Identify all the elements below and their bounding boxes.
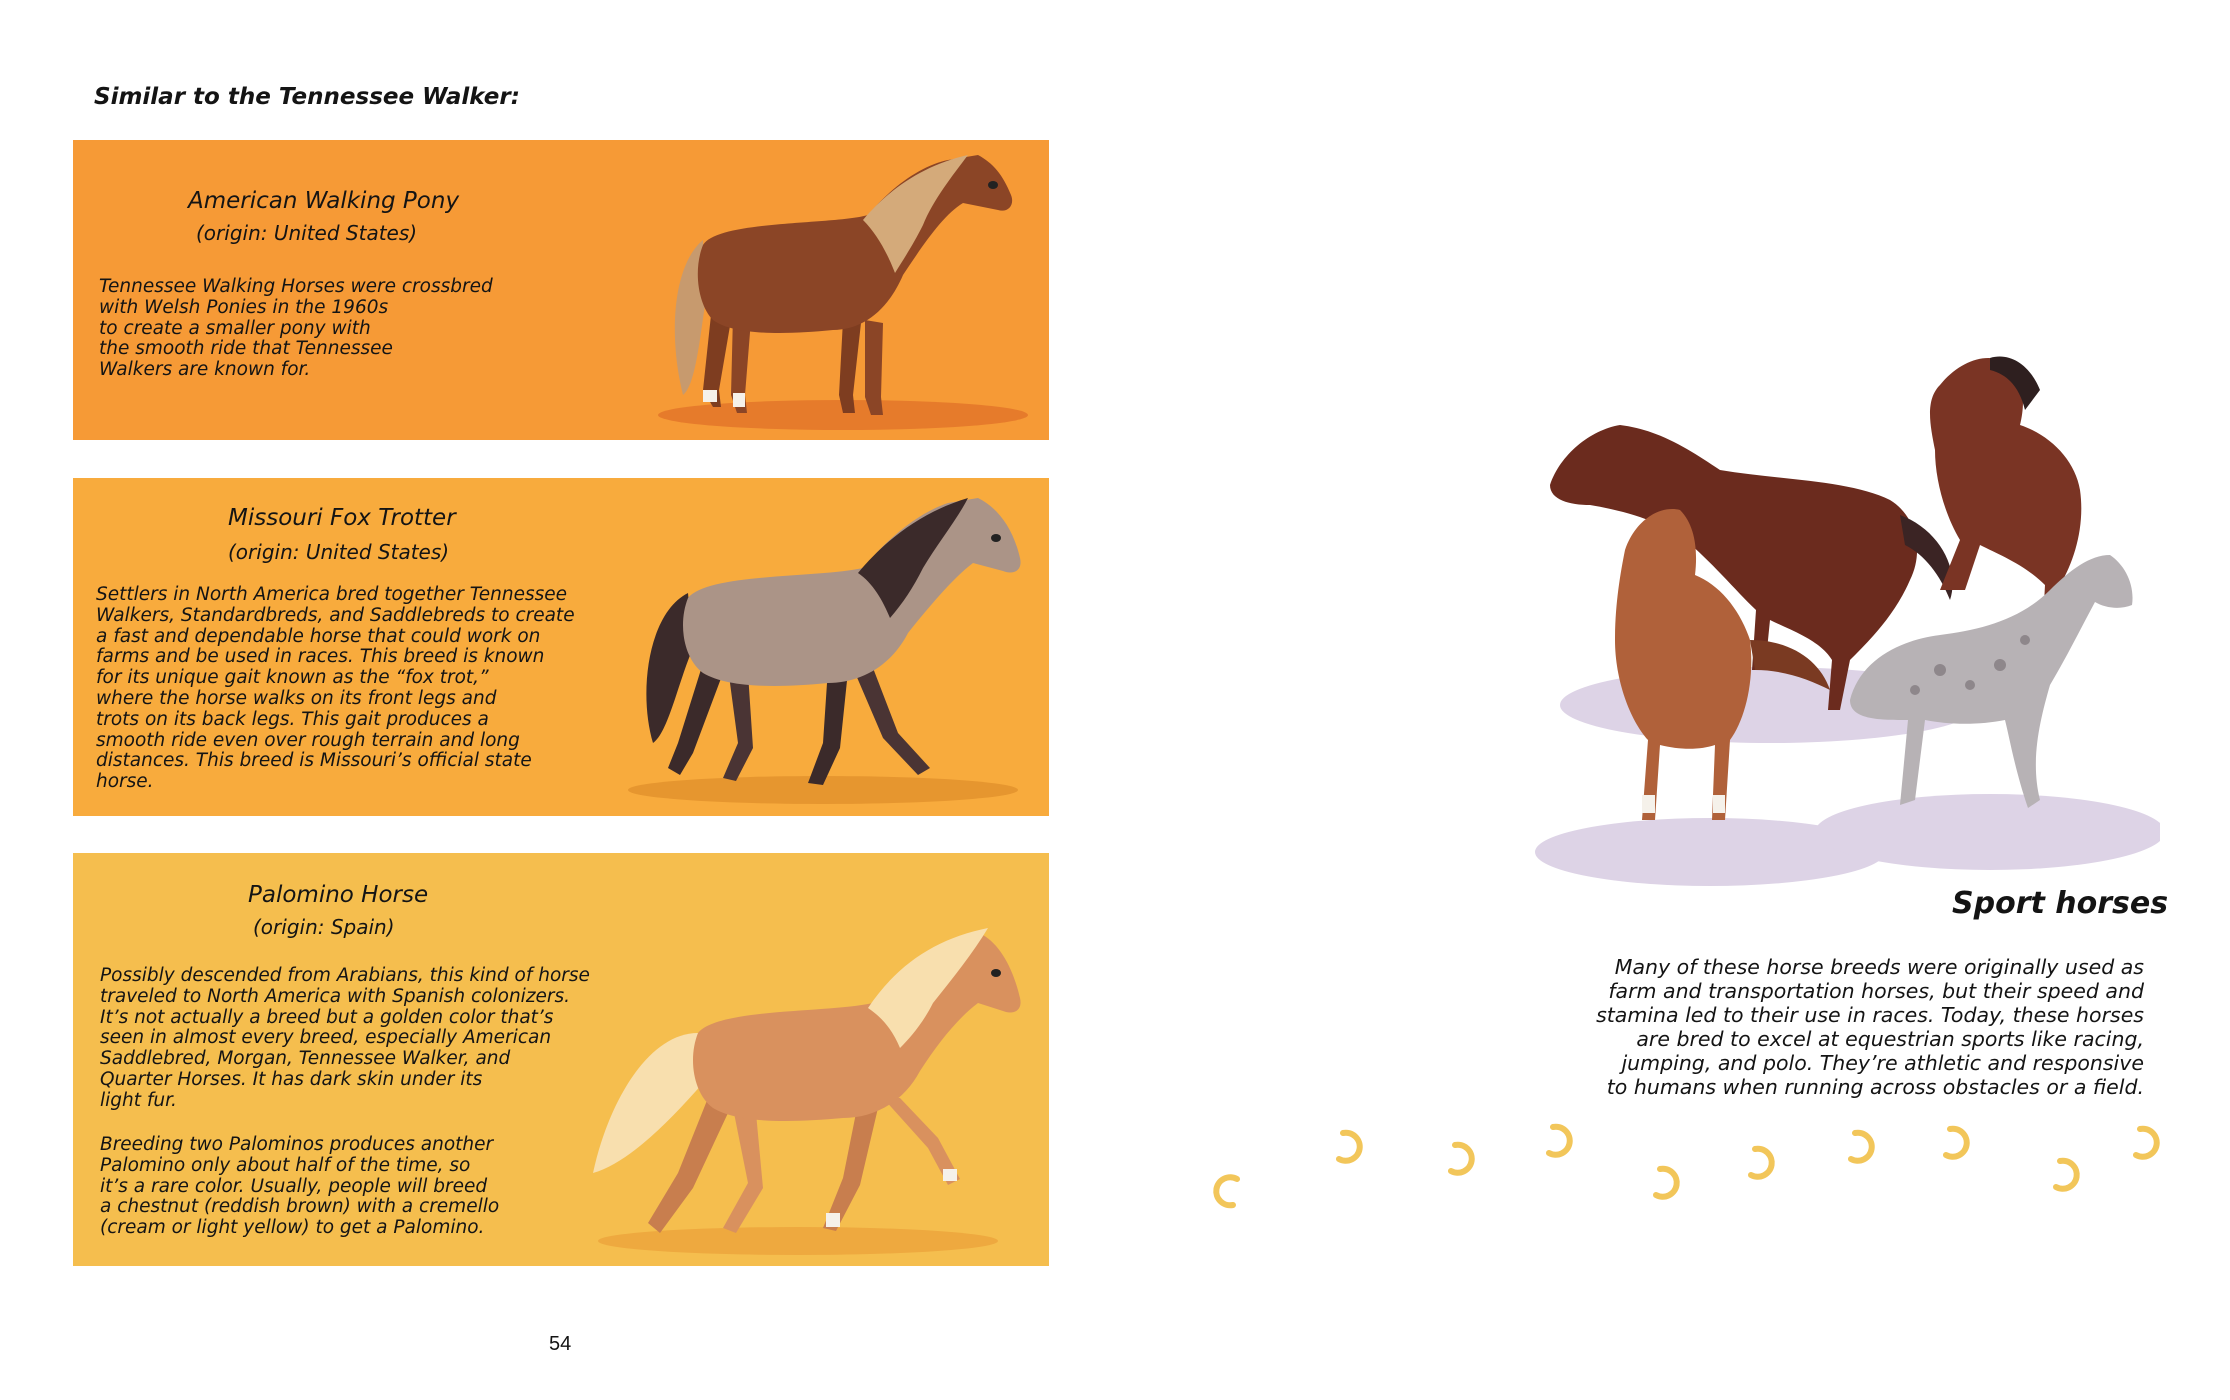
horseshoe-trail: [1205, 1105, 2165, 1215]
horseshoe-icon: [2056, 1161, 2077, 1189]
breed-origin: (origin: Spain): [253, 915, 395, 939]
breed-panel-missouri-fox-trotter: [73, 478, 1049, 816]
horseshoe-icon: [1216, 1177, 1237, 1205]
breed-origin: (origin: United States): [228, 540, 450, 564]
section-heading: Similar to the Tennessee Walker:: [94, 84, 520, 110]
breed-description-extra: Breeding two Palominos produces another Palomino only about half of the time, so it’s a rare color. Usually, people will breed a chestnut (reddish brown) with a cremello (cream or light yellow) to get a Palomino.: [100, 1134, 500, 1239]
breed-panel-palomino-horse: [73, 853, 1049, 1266]
horseshoe-icon: [1851, 1133, 1872, 1161]
horseshoe-icon: [1549, 1127, 1570, 1155]
breed-description: Tennessee Walking Horses were crossbred with Welsh Ponies in the 1960s to create a smaller pony with the smooth ride that Tennessee Walkers are known for.: [99, 276, 493, 381]
breed-description: Possibly descended from Arabians, this kind of horse traveled to North America with Spanish colonizers. It’s not actually a breed but a golden color that’s seen in almost every breed, especially American Saddlebred, Morgan, Tennessee Walker, and Quarter Horses. It has dark skin under its light fur.: [100, 965, 590, 1111]
page-number: 54: [549, 1333, 572, 1355]
breed-title: Palomino Horse: [248, 882, 429, 908]
breed-origin: (origin: United States): [196, 221, 418, 245]
american-walking-pony-illustration: [633, 145, 1033, 435]
sport-horses-title: Sport horses: [1952, 886, 2169, 921]
sport-horses-description: Many of these horse breeds were originally used as farm and transportation horses, but their speed and stamina led to their use in races. Today, these horses are bred to excel at equestrian sports like racing, jumping, and polo. They’re athletic and responsive to humans when running across obstacles or a field.: [1596, 955, 2144, 1099]
horseshoe-icon: [1751, 1149, 1772, 1177]
breed-title: American Walking Pony: [188, 188, 460, 214]
horseshoe-icon: [2136, 1129, 2157, 1157]
missouri-fox-trotter-illustration: [618, 483, 1048, 813]
horseshoe-icon: [1451, 1145, 1472, 1173]
horseshoe-icon: [1339, 1133, 1360, 1161]
breed-title: Missouri Fox Trotter: [228, 505, 456, 531]
horseshoe-icon: [1946, 1129, 1967, 1157]
breed-panel-american-walking-pony: [73, 140, 1049, 440]
palomino-horse-illustration: [588, 923, 1038, 1268]
sport-horses-illustration: [1520, 340, 2160, 910]
breed-description: Settlers in North America bred together Tennessee Walkers, Standardbreds, and Saddlebreds to create a fast and dependable horse that could work on farms and be used in races. This breed is known for its unique gait known as the “fox trot,” where the horse walks on its front legs and trots on its back legs. This gait produces a smooth ride even over rough terrain and long distances. This breed is Missouri’s official state horse.: [96, 584, 575, 793]
horseshoe-icon: [1656, 1169, 1677, 1197]
